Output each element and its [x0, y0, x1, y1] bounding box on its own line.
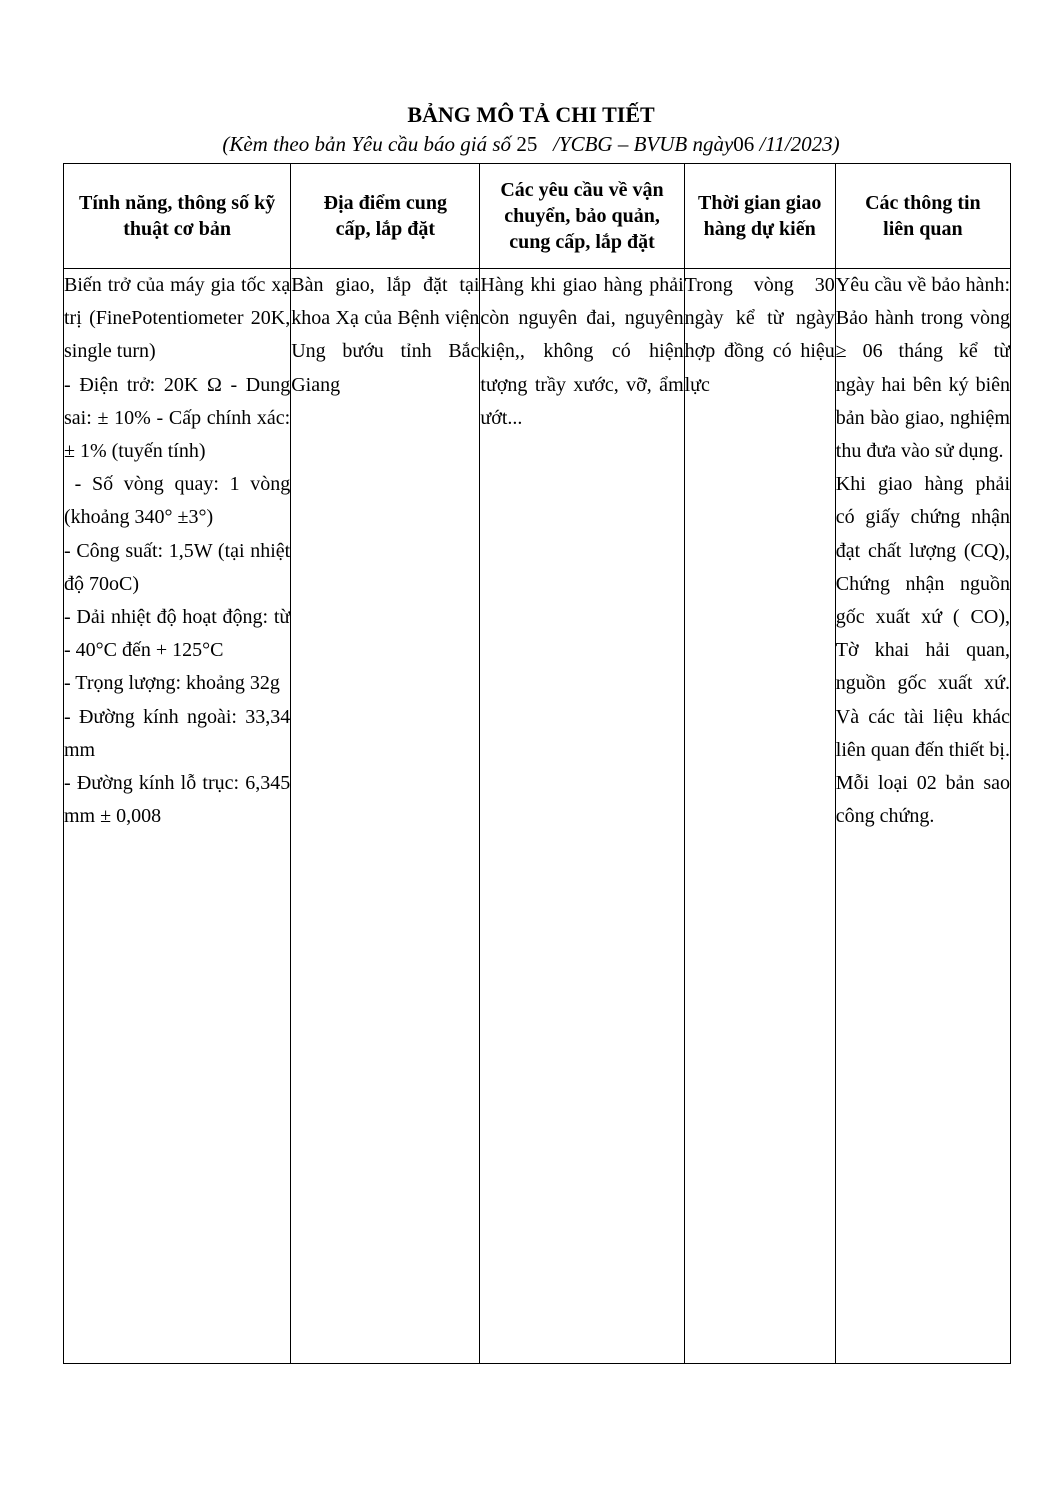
- table-header-row: [64, 164, 1011, 269]
- document-subtitle: [0, 130, 1062, 158]
- spec-line: - Số vòng quay: 1 vòng (khoảng 340° ±3°): [64, 473, 296, 529]
- spec-line: - Đường kính lỗ trục: 6,345 mm ± 0,008: [64, 772, 291, 828]
- spec-line: Biến trở của máy gia tốc xạ trị (FinePotentiometer 20K, single turn): [64, 274, 291, 363]
- cell-requirements: Hàng khi giao hàng phải còn nguyên đai, nguyên kiện,, không có hiện tượng trầy xước, vỡ, ẩm ướt...: [480, 269, 684, 1364]
- cell-related-info: [835, 269, 1010, 1364]
- request-number: 25: [516, 132, 538, 156]
- header-requirements: Các yêu cầu về vận chuyển, bảo quản, cung cấp, lắp đặt: [480, 164, 684, 269]
- header-delivery-time: Thời gian giao hàng dự kiến: [684, 164, 835, 269]
- detail-table: [63, 163, 1011, 1364]
- spec-line: - Điện trở: 20K Ω - Dung sai: ± 10% - Cấp chính xác: ± 1% (tuyến tính): [64, 373, 291, 463]
- request-day: 06: [733, 132, 755, 156]
- spec-line: - Đường kính ngoài: 33,34 mm: [64, 705, 291, 761]
- cell-delivery-time: Trong vòng 30 ngày kể từ ngày hợp đồng có hiệu lực: [684, 269, 835, 1364]
- spec-line: - Dải nhiệt độ hoạt động: từ - 40°C đến + 125°C: [64, 606, 291, 662]
- subtitle-prefix: (Kèm theo bản Yêu cầu báo giá số: [222, 132, 517, 156]
- subtitle-middle: /YCBG – BVUB ngày: [537, 132, 734, 156]
- spec-line: - Trọng lượng: khoảng 32g: [64, 672, 280, 695]
- cell-specs: [64, 269, 296, 1364]
- header-specs: Tính năng, thông số kỹ thuật cơ bản: [64, 164, 291, 269]
- header-location: Địa điểm cung cấp, lắp đặt: [291, 164, 480, 269]
- cell-location: Bàn giao, lắp đặt tại khoa Xạ của Bệnh viện Ung bướu tỉnh Bắc Giang: [291, 269, 480, 1364]
- spec-line: - Công suất: 1,5W (tại nhiệt độ 70oC): [64, 539, 291, 595]
- document-title: BẢNG MÔ TẢ CHI TIẾT: [407, 102, 655, 127]
- related-info-paragraph: Khi giao hàng phải có giấy chứng nhận đạt chất lượng (CQ), Chứng nhận nguồn gốc xuất xứ ( CO), Tờ khai hải quan, nguồn gốc xuất xứ. Và các tài liệu khác liên quan đến thiết bị. Mỗi loại 02 bản sao công chứng.: [835, 473, 1010, 828]
- related-info-paragraph: Yêu cầu về bảo hành: Bảo hành trong vòng ≥ 06 tháng kể từ ngày hai bên ký biên bản bào giao, nghiệm thu đưa vào sử dụng.: [835, 274, 1010, 463]
- table-row: [64, 269, 1011, 1364]
- header-related-info: Các thông tin liên quan: [835, 164, 1010, 269]
- subtitle-suffix: /11/2023): [754, 132, 840, 156]
